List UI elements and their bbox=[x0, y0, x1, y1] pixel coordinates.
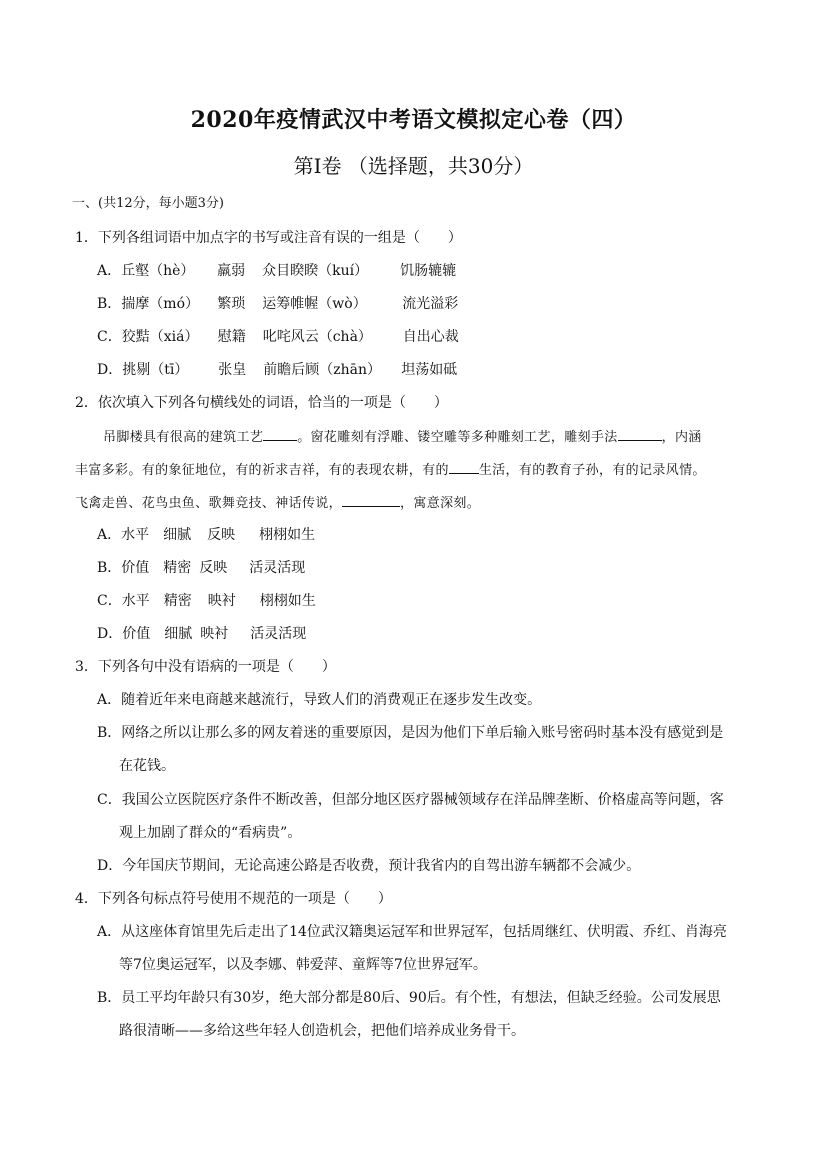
question-2-option-a bbox=[97, 525, 315, 545]
question-2-option-b bbox=[97, 558, 305, 578]
passage-text: 生活，有的教育子孙，有的记录风情。 bbox=[478, 463, 706, 478]
question-4-option-a: A．从这座体育馆里先后走出了14位武汉籍奥运冠军和世界冠军，包括周继红、伏明霞、乔红、肖海亮 bbox=[97, 924, 727, 940]
question-4-stem: 4．下列各句标点符号使用不规范的一项是（ ） bbox=[75, 891, 392, 907]
option-item: 细腻 bbox=[164, 626, 193, 642]
option-item: 水平 bbox=[121, 527, 150, 543]
option-label: B． bbox=[97, 560, 122, 576]
option-item: 坦荡如砥 bbox=[401, 362, 458, 378]
option-item: 反映 bbox=[207, 527, 236, 543]
option-item: 前瞻后顾（zhān） bbox=[263, 362, 381, 378]
question-3-option-b: B．网络之所以让那么多的网友着迷的重要原因，是因为他们下单后输入账号密码时基本没有感觉到是 bbox=[97, 725, 724, 741]
passage-text: ，寓意深刻。 bbox=[400, 496, 481, 511]
option-item: 细腻 bbox=[163, 527, 192, 543]
option-item: 慰籍 bbox=[217, 329, 246, 345]
option-item: 张皇 bbox=[218, 362, 247, 378]
passage-text: ，内涵 bbox=[661, 430, 702, 445]
option-item: 栩栩如生 bbox=[259, 593, 316, 609]
option-item: 羸弱 bbox=[217, 263, 246, 279]
option-item: 众目睽睽（kuí） bbox=[262, 263, 369, 279]
fill-blank-1 bbox=[263, 426, 297, 441]
option-item: 饥肠辘辘 bbox=[400, 263, 457, 279]
option-label: D． bbox=[97, 362, 123, 378]
option-item: 丘壑（hè） bbox=[121, 263, 195, 279]
question-1-stem: 1．下列各组词语中加点字的书写或注音有误的一组是（ ） bbox=[75, 230, 462, 246]
option-item: 叱咤风云（chà） bbox=[262, 329, 372, 345]
option-item: 水平 bbox=[121, 593, 150, 609]
option-item: 栩栩如生 bbox=[259, 527, 316, 543]
question-2-passage-line-3 bbox=[75, 492, 480, 514]
question-3-option-b-cont: 在花钱。 bbox=[119, 758, 175, 774]
fill-blank-2 bbox=[618, 426, 662, 441]
option-item: 精密 bbox=[163, 593, 192, 609]
question-4-option-a-cont: 等7位奥运冠军，以及李娜、韩爱萍、童辉等7位世界冠军。 bbox=[119, 957, 487, 973]
option-label: A． bbox=[97, 527, 122, 543]
option-label: D． bbox=[97, 626, 123, 642]
option-item: 繁琐 bbox=[217, 296, 246, 312]
question-2-option-d bbox=[97, 624, 306, 644]
section-subtitle: 第Ⅰ卷 （选择题，共30分） bbox=[293, 154, 534, 178]
fill-blank-3 bbox=[449, 459, 479, 474]
option-item: 活灵活现 bbox=[249, 560, 306, 576]
option-item: 反映 bbox=[199, 560, 228, 576]
option-item: 揣摩（mó） bbox=[121, 296, 200, 312]
question-3-stem: 3．下列各句中没有语病的一项是（ ） bbox=[75, 659, 336, 675]
question-4-option-b: B．员工平均年龄只有30岁，绝大部分都是80后、90后。有个性，有想法，但缺乏经验。公司发展思 bbox=[97, 990, 721, 1006]
question-3-option-d: D．今年国庆节期间，无论高速公路是否收费，预计我省内的自驾出游车辆都不会减少。 bbox=[97, 858, 641, 874]
question-1-option-c bbox=[97, 327, 459, 347]
question-2-stem: 2．依次填入下列各句横线处的词语，恰当的一项是（ ） bbox=[75, 395, 448, 411]
passage-text: 。窗花雕刻有浮雕、镂空雕等多种雕刻工艺，雕刻手法 bbox=[297, 430, 618, 445]
option-label: C． bbox=[97, 329, 122, 345]
option-item: 挑剔（tī） bbox=[122, 362, 189, 378]
question-4-option-b-cont: 路很清晰——多给这些年轻人创造机会，把他们培养成业务骨干。 bbox=[119, 1023, 525, 1039]
option-item: 价值 bbox=[122, 626, 151, 642]
question-2-passage-line-2 bbox=[75, 459, 706, 481]
section-heading: 一、(共12分，每小题3分) bbox=[72, 196, 224, 211]
question-3-option-c: C．我国公立医院医疗条件不断改善，但部分地区医疗器械领域存在洋品牌垄断、价格虚高等问题，客 bbox=[97, 792, 724, 808]
question-1-option-b bbox=[97, 294, 458, 314]
question-1-option-d bbox=[97, 360, 457, 380]
passage-text: 吊脚楼具有很高的建筑工艺 bbox=[103, 430, 264, 445]
fill-blank-4 bbox=[342, 492, 400, 507]
question-2-option-c bbox=[97, 591, 316, 611]
page-title: 2020年疫情武汉中考语文模拟定心卷（四） bbox=[190, 107, 637, 133]
passage-text: 飞禽走兽、花鸟虫鱼、歌舞竞技、神话传说， bbox=[75, 496, 343, 511]
option-item: 运筹帷幄（wò） bbox=[262, 296, 367, 312]
option-item: 自出心裁 bbox=[402, 329, 459, 345]
option-item: 活灵活现 bbox=[250, 626, 307, 642]
option-item: 流光溢彩 bbox=[402, 296, 459, 312]
option-item: 价值 bbox=[121, 560, 150, 576]
option-label: C． bbox=[97, 593, 122, 609]
question-2-passage-line-1 bbox=[103, 426, 702, 448]
question-3-option-c-cont: 观上加剧了群众的“看病贵”。 bbox=[119, 825, 302, 841]
option-item: 映衬 bbox=[200, 626, 229, 642]
passage-text: 丰富多彩。有的象征地位，有的祈求吉祥，有的表现农耕，有的 bbox=[75, 463, 449, 478]
option-item: 映衬 bbox=[207, 593, 236, 609]
option-item: 狡黠（xiá） bbox=[121, 329, 199, 345]
question-1-option-a bbox=[97, 261, 456, 281]
question-3-option-a: A．随着近年来电商越来越流行，导致人们的消费观正在逐步发生改变。 bbox=[97, 692, 542, 708]
option-label: B． bbox=[97, 296, 122, 312]
option-label: A． bbox=[97, 263, 122, 279]
option-item: 精密 bbox=[163, 560, 192, 576]
